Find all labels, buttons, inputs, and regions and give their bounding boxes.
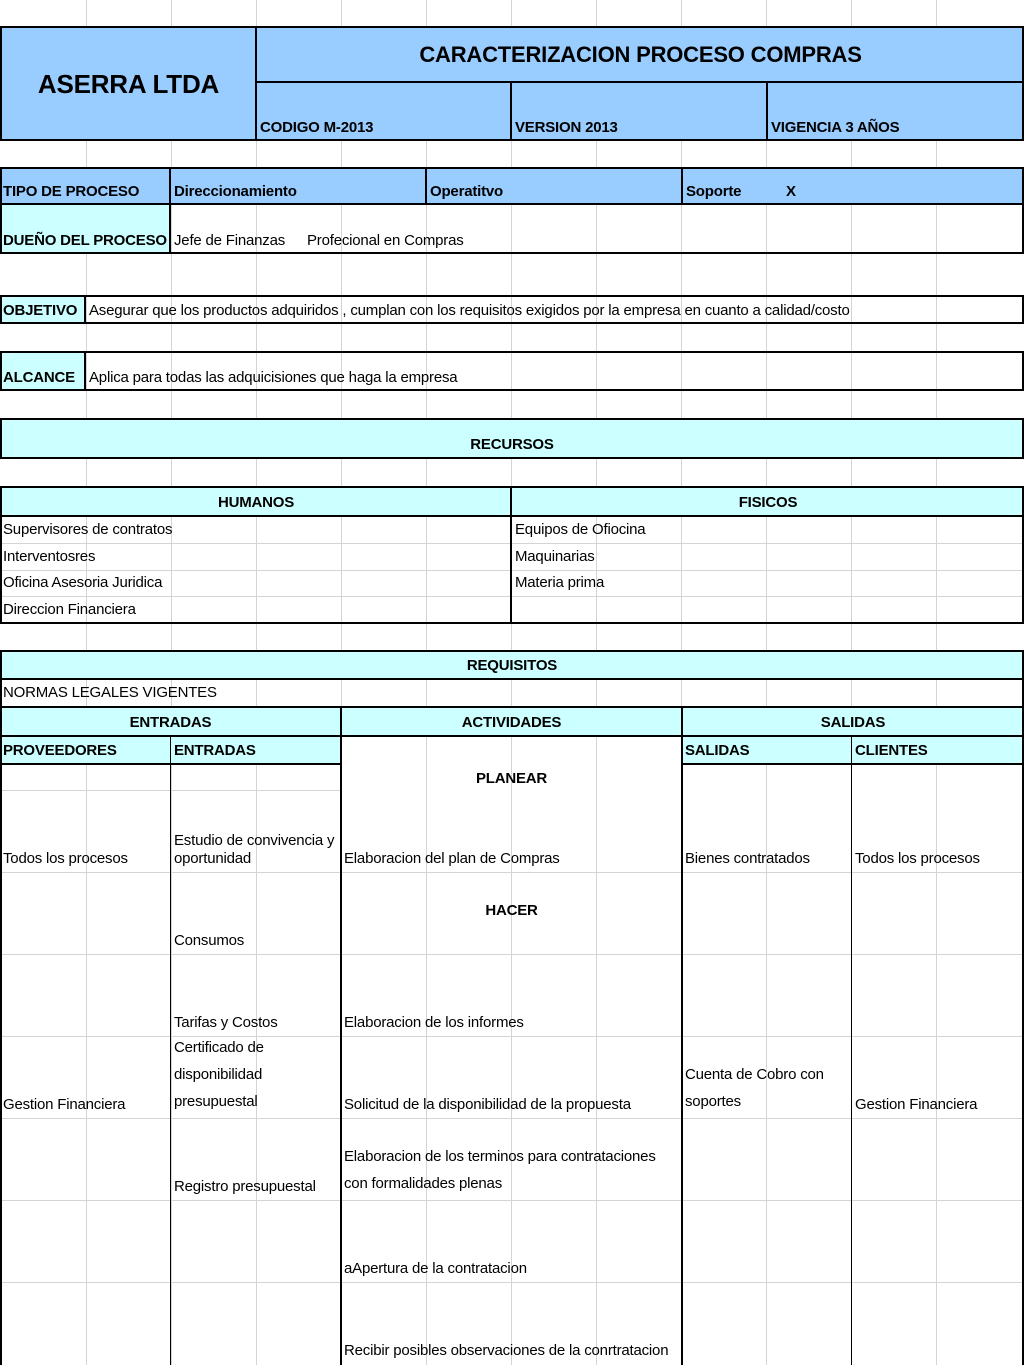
border-line (255, 81, 1024, 83)
actividad-cell: aApertura de la contratacion (344, 1260, 527, 1278)
proveedores-column-header: PROVEEDORES (0, 737, 171, 764)
phase-hacer: HACER (485, 902, 538, 920)
header-border (0, 26, 1024, 141)
entrada-cell: Certificado de disponibilidad presupuestal (174, 1039, 264, 1110)
actividad-cell: Elaboracion del plan de Compras (344, 850, 560, 868)
border-line (0, 735, 1024, 737)
border-line (170, 735, 171, 1365)
tipo-soporte-mark: X (783, 168, 1024, 205)
cliente-cell: Gestion Financiera (855, 1096, 978, 1114)
border-line (681, 167, 683, 205)
entrada-cell: Consumos (174, 932, 245, 950)
alcance-border (0, 351, 1024, 391)
company-name: ASERRA LTDA (0, 28, 257, 141)
dueno-value-1: Jefe de Finanzas (174, 232, 286, 250)
recursos-border (0, 486, 1024, 624)
humano-item: Oficina Asesoria Juridica (3, 574, 163, 592)
version-field: VERSION 2013 (512, 82, 768, 141)
requisitos-title: REQUISITOS (0, 652, 1024, 679)
fisico-item: Materia prima (515, 574, 605, 592)
actividad-cell: Elaboracion de los terminos para contrataciones con formalidades plenas (344, 1148, 656, 1192)
alcance-label: ALCANCE (0, 353, 86, 391)
vigencia-field: VIGENCIA 3 AÑOS (768, 82, 1024, 141)
dueno-value-2: Profecional en Compras (307, 232, 464, 250)
fisico-item: Maquinarias (515, 548, 595, 566)
tipo-operativo: Operatitvo (427, 168, 683, 205)
tipo-soporte: Soporte (683, 168, 783, 205)
salidas-section-title: SALIDAS (682, 708, 1024, 736)
codigo-field: CODIGO M-2013 (257, 82, 512, 141)
border-line (340, 706, 342, 1365)
actividad-cell: Recibir posibles observaciones de la conrtratacion (344, 1342, 669, 1360)
border-line (0, 678, 1024, 680)
actividades-section-title: ACTIVIDADES (341, 708, 682, 736)
border-line (169, 203, 171, 254)
alcance-value: Aplica para todas las adquicisiones que haga la empresa (89, 369, 458, 387)
objetivo-border (0, 295, 1024, 324)
dueno-label: DUEÑO DEL PROCESO (0, 205, 171, 254)
recursos-title: RECURSOS (0, 420, 1024, 458)
actividad-cell: Solicitud de la disponibilidad de la propuesta (344, 1096, 631, 1114)
border-line (510, 81, 512, 141)
clientes-column-header: CLIENTES (852, 737, 1024, 764)
proveedor-cell: Todos los procesos (3, 850, 128, 868)
border-line (510, 486, 512, 624)
border-line (851, 735, 852, 1365)
humano-item: Direccion Financiera (3, 601, 136, 619)
phase-planear: PLANEAR (475, 770, 548, 788)
entrada-cell: Tarifas y Costos (174, 1014, 278, 1032)
objetivo-value: Asegurar que los productos adquiridos , cumplan con los requisitos exigidos por la empresa en cuanto a calidad/costo (89, 302, 850, 320)
entradas-section-title: ENTRADAS (0, 708, 341, 736)
border-line (682, 763, 1024, 765)
border-line (0, 515, 1024, 517)
salidas-column-header: SALIDAS (682, 737, 852, 764)
humano-item: Supervisores de contratos (3, 521, 173, 539)
border-line (681, 706, 683, 1365)
fisico-item: Equipos de Ofiocina (515, 521, 646, 539)
proveedor-cell: Gestion Financiera (3, 1096, 126, 1114)
tipo-direccionamiento: Direccionamiento (171, 168, 427, 205)
entradas-column-header: ENTRADAS (171, 737, 341, 764)
fisicos-title: FISICOS (512, 488, 1024, 516)
humano-item: Interventosres (3, 548, 96, 566)
border-line (84, 351, 86, 391)
border-line (0, 706, 2, 1365)
border-line (255, 26, 257, 141)
document-title: CARACTERIZACION PROCESO COMPRAS (257, 28, 1024, 82)
cliente-cell: Todos los procesos (855, 850, 980, 868)
humanos-title: HUMANOS (0, 488, 512, 516)
border-line (766, 81, 768, 141)
border-line (0, 706, 1024, 708)
border-line (84, 295, 86, 324)
salida-cell: Cuenta de Cobro con soportes (685, 1066, 824, 1110)
actividad-cell: Elaboracion de los informes (344, 1014, 524, 1032)
requisitos-value: NORMAS LEGALES VIGENTES (3, 684, 217, 702)
dueno-border (0, 203, 1024, 254)
border-line (425, 167, 427, 205)
salida-cell: Bienes contratados (685, 850, 810, 868)
grid-row-line (0, 872, 1024, 873)
tipo-proceso-label: TIPO DE PROCESO (0, 168, 171, 205)
border-line (169, 167, 171, 205)
entrada-cell: Registro presupuestal (174, 1178, 316, 1196)
tipo-proceso-border (0, 167, 1024, 205)
entrada-cell: Estudio de convivencia y oportunidad (174, 831, 335, 868)
recursos-title-border (0, 418, 1024, 459)
objetivo-label: OBJETIVO (0, 297, 86, 324)
